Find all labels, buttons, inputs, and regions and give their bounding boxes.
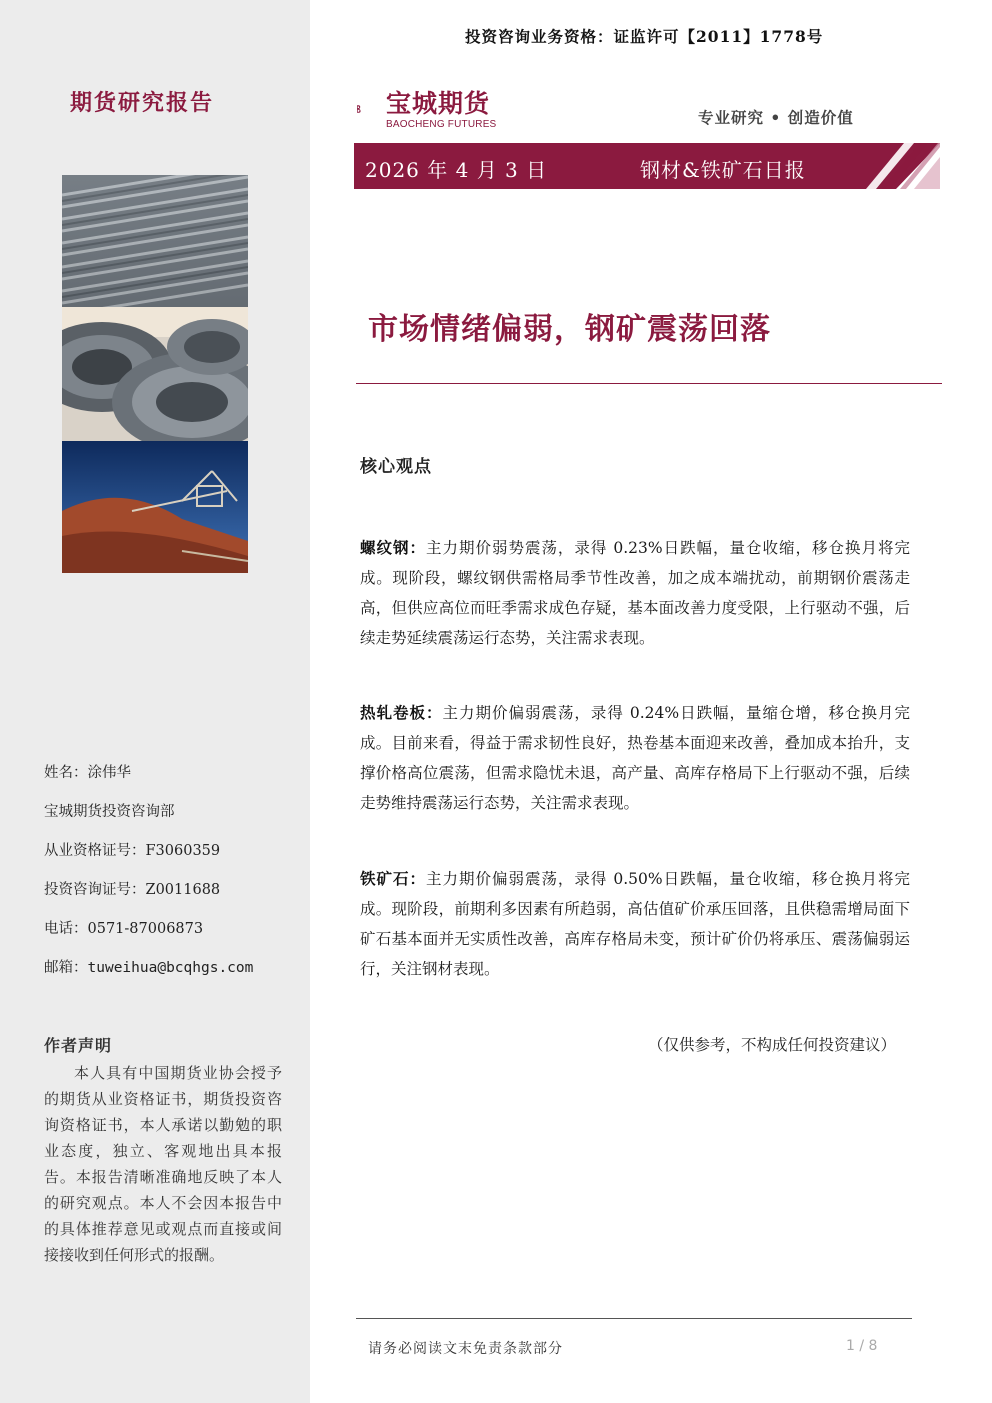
report-date: 2026 年 4 月 3 日 [365,158,548,182]
headline: 市场情绪偏弱，钢矿震荡回落 [368,312,771,347]
hot-rolled-coil-text: 主力期价偏弱震荡，录得 0.24%日跌幅，量缩仓增，移仓换月完成。目前来看，得益于需求韧性良好，热卷基本面迎来改善，叠加成本抬升，支撑价格高位震荡，但需求隐忧未退，高产量、高库存格局下上行驱动不强，后续走势维持震荡运行态势，关注需求表现。 [360,704,910,812]
hot-rolled-coil-paragraph [360,698,910,818]
brand-name-cn: 宝城期货 [386,89,491,118]
steel-coil-photo [62,307,248,441]
analyst-dept: 宝城期货投资咨询部 [44,804,175,820]
analyst-contact [44,754,253,988]
email-address[interactable]: 邮箱：tuweihua@bcqhgs.com [44,960,254,976]
hot-rolled-coil-label: 热轧卷板： [360,703,443,722]
iron-ore-paragraph [360,864,910,984]
footer-divider [356,1318,912,1319]
consulting-cert: 投资咨询证号：Z0011688 [44,882,221,898]
section-title: 核心观点 [360,457,432,477]
rebar-paragraph [360,533,910,653]
phone-number: 电话：0571-87006873 [44,921,204,937]
license-statement: 投资咨询业务资格：证监许可【2011】1778号 [465,27,824,46]
slogan: 专业研究 • 创造价值 [698,108,854,127]
report-name: 钢材&铁矿石日报 [640,158,806,182]
page-number: 1 / 8 [846,1338,878,1354]
footer-notice: 请务必阅读文末免责条款部分 [368,1341,563,1357]
report-type-title: 期货研究报告 [70,90,215,116]
sidebar [0,0,310,1403]
qualification-cert: 从业资格证号：F3060359 [44,843,221,859]
rebar-text: 主力期价弱势震荡，录得 0.23%日跌幅，量仓收缩，移仓换月将完成。现阶段，螺纹钢供需格局季节性改善，加之成本端扰动，前期钢价震荡走高，但供应高位而旺季需求成色存疑，基本面改善力度受限，上行驱动不强，后续走势延续震荡运行态势，关注需求表现。 [360,539,910,647]
rebar-label: 螺纹钢： [360,538,426,557]
headline-divider [356,383,942,384]
author-declaration-title: 作者声明 [44,1036,113,1055]
analyst-name: 姓名：涂伟华 [44,765,131,781]
baocheng-logo-icon [356,84,386,134]
author-declaration-body: 本人具有中国期货业协会授予的期货从业资格证书，期货投资咨询资格证书，本人承诺以勤勉的职业态度，独立、客观地出具本报告。本报告清晰准确地反映了本人的研究观点。本人不会因本报告中的具体推荐意见或观点而直接或间接接收到任何形式的报酬。 [44,1064,282,1264]
investment-disclaimer: （仅供参考，不构成任何投资建议） [648,1036,897,1054]
iron-ore-label: 铁矿石： [360,869,426,888]
iron-ore-photo [62,441,248,573]
rebar-photo [62,175,248,307]
iron-ore-text: 主力期价偏弱震荡，录得 0.50%日跌幅，量仓收缩，移仓换月将完成。现阶段，前期利多因素有所趋弱，高估值矿价承压回落，且供稳需增局面下矿石基本面并无实质性改善，高库存格局未变，预计矿价仍将承压、震荡偏弱运行，关注钢材表现。 [360,870,910,978]
brand-name-en: BAOCHENG FUTURES [386,119,497,130]
